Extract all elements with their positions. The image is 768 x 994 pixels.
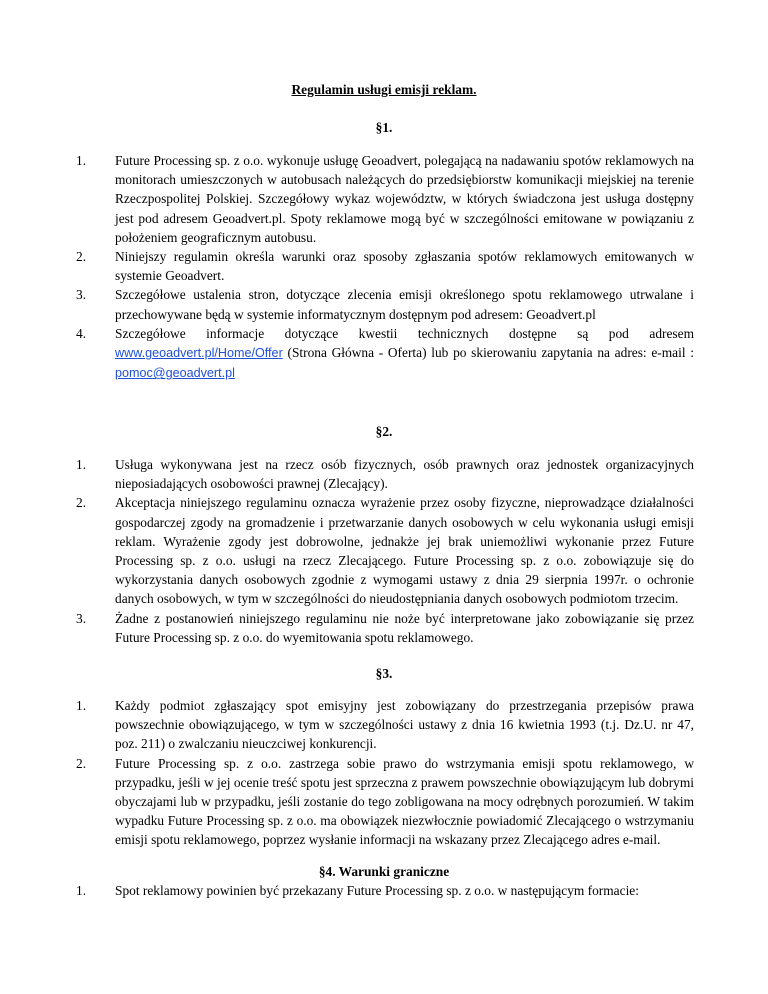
section-2-list: [76, 455, 694, 647]
section-1-heading: §1.: [375, 120, 393, 135]
item-text: Future Processing sp. z o.o. zastrzega sobie prawo do wstrzymania emisji spotu reklamowego, w przypadku, jeśli w jej ocenie treść spotu jest sprzeczna z prawem powszechnie obowiązującym lub dobrymi obyczajami lub w przypadku, jeśli zostanie do tego zobligowana na mocy odrębnych porozumień. W takim wypadku Future Processing sp. z o.o. ma obowiązek niezwłocznie powiadomić Zlecającego o wstrzymaniu emisji spotu reklamowego, poprzez wysłanie informacji na wskazany przez Zlecającego adres e-mail.: [115, 755, 694, 848]
list-item: [76, 247, 694, 285]
section-1-list: [76, 151, 694, 383]
list-item: [76, 609, 694, 647]
section-4-heading: §4. Warunki graniczne: [318, 864, 450, 879]
item-text: Future Processing sp. z o.o. wykonuje usługę Geoadvert, polegającą na nadawaniu spotów reklamowych na monitorach umieszczonych w autobusach należących do przedsiębiorstw komunikacji miejskiej na terenie Rzeczpospolitej Polskiej. Szczegółowy wykaz województw, w których świadczona jest usługa dostępny jest pod adresem Geoadvert.pl. Spoty reklamowe mogą być w szczególności emitowane w powiązaniu z położeniem geograficznym autobusu.: [115, 153, 694, 245]
item-number: 3.: [76, 287, 87, 303]
list-item: [76, 881, 694, 900]
item-number: 2.: [76, 249, 87, 265]
document-title: Regulamin usługi emisji reklam.: [291, 82, 477, 97]
item-number: 1.: [76, 457, 87, 472]
item-number: 4.: [76, 325, 87, 341]
item-text: Szczegółowe informacje dotyczące kwestii technicznych dostępne są pod adresem: [115, 325, 694, 341]
item-number: 1.: [76, 698, 87, 713]
item-number: 3.: [76, 610, 87, 626]
list-item: [76, 754, 694, 850]
item-number: 2.: [76, 495, 87, 511]
item-text: Usługa wykonywana jest na rzecz osób fizycznych, osób prawnych oraz jednostek organizacyjnych nieposiadających osobowości prawnej (Zlecający).: [115, 457, 694, 492]
item-number: 1.: [76, 153, 87, 168]
section-4-list: [76, 881, 694, 900]
item-text: Spot reklamowy powinien być przekazany Future Processing sp. z o.o. w następującym formacie:: [115, 883, 639, 898]
section-3-list: [76, 696, 694, 850]
list-item: [76, 493, 694, 608]
section-2-heading: §2.: [375, 424, 393, 439]
section-3-heading: §3.: [375, 666, 393, 681]
item-text: Żadne z postanowień niniejszego regulaminu nie noże być interpretowane jako zobowiązanie się przez Future Processing sp. z o.o. do wyemitowania spotu reklamowego.: [115, 610, 694, 645]
item-text: Akceptacja niniejszego regulaminu oznacza wyrażenie przez osoby fizyczne, nieprowadzące działalności gospodarczej zgody na gromadzenie i przetwarzanie danych osobowych w celu wykonania usługi emisji reklam. Wyrażenie zgody jest dobrowolne, jednakże jej brak uniemożliwi wykonanie przez Future Processing sp. z o.o. usługi na rzecz Zlecającego. Future Processing sp. z o.o. zobowiązuje się do wykorzystania danych osobowych zgodnie z wymogami ustawy z dnia 29 sierpnia 1997r. o ochronie danych osobowych, w tym w szczególności do nieudostępniania danych osobowych podmiotom trzecim.: [115, 495, 694, 607]
item-text: Szczegółowe ustalenia stron, dotyczące zlecenia emisji określonego spotu reklamowego utrwalane i przechowywane będą w systemie informatycznym dostępnym pod adresem: Geoadvert.pl: [115, 287, 694, 322]
list-item: [76, 151, 694, 247]
list-item: [76, 455, 694, 493]
list-item: [76, 696, 694, 754]
item-text: Każdy podmiot zgłaszający spot emisyjny jest zobowiązany do przestrzegania przepisów prawa powszechnie obowiązującego, w tym w szczególności ustawy z dnia 16 kwietnia 1993 (t.j. Dz.U. nr 47, poz. 211) o zwalczaniu nieuczciwej konkurencji.: [115, 698, 694, 752]
offer-link[interactable]: www.geoadvert.pl/Home/Offer: [115, 346, 283, 361]
list-item: [76, 324, 694, 384]
item-number: 2.: [76, 755, 87, 771]
support-email-link[interactable]: pomoc@geoadvert.pl: [115, 366, 235, 381]
item-text: Niniejszy regulamin określa warunki oraz sposoby zgłaszania spotów reklamowych emitowanych w systemie Geoadvert.: [115, 249, 694, 284]
list-item: [76, 285, 694, 323]
item-text: (Strona Główna - Oferta) lub po skierowaniu zapytania na adres: e-mail :: [287, 345, 694, 361]
item-number: 1.: [76, 883, 87, 898]
